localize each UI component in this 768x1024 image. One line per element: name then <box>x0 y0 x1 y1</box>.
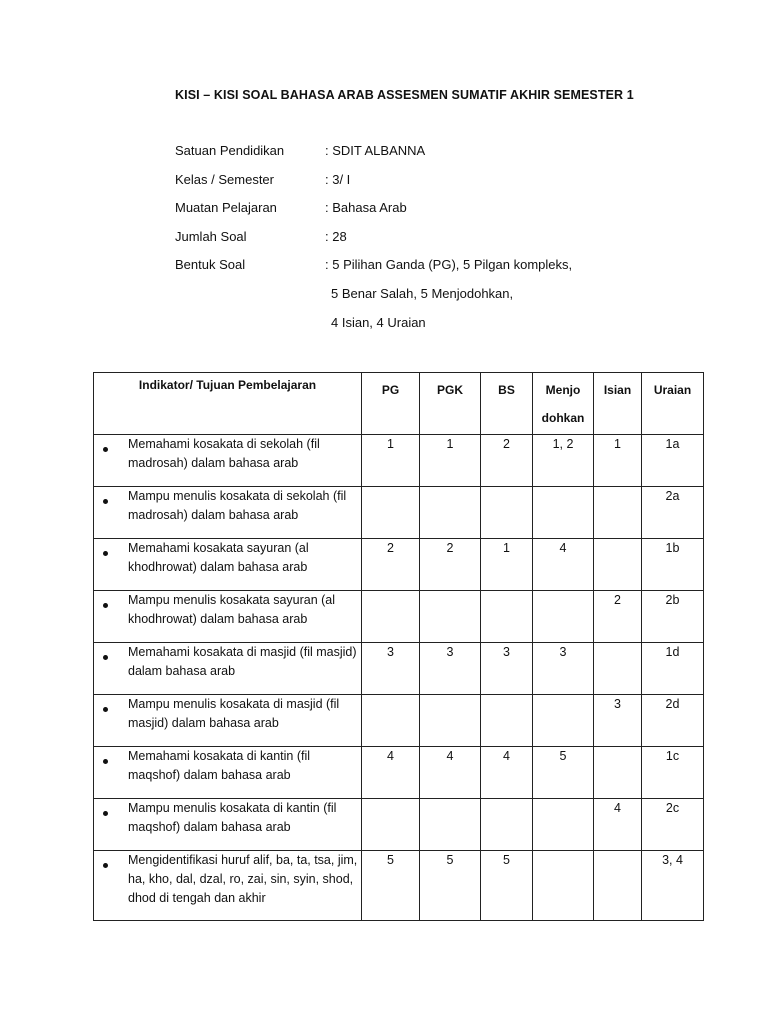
menjodohkan-cell <box>533 695 594 747</box>
uraian-cell: 2c <box>642 799 704 851</box>
bs-cell <box>481 695 533 747</box>
pgk-cell <box>420 695 481 747</box>
info-value: : Bahasa Arab <box>325 200 407 216</box>
indikator-text: Memahami kosakata di masjid (fil masjid) dalam bahasa arab <box>128 645 357 678</box>
uraian-cell: 3, 4 <box>642 851 704 921</box>
pg-cell <box>362 487 420 539</box>
uraian-cell: 1a <box>642 435 704 487</box>
pg-cell <box>362 695 420 747</box>
pgk-cell: 3 <box>420 643 481 695</box>
header-pgk: PGK <box>420 373 481 435</box>
info-value: : SDIT ALBANNA <box>325 143 426 158</box>
indikator-cell <box>94 851 362 921</box>
isian-cell: 4 <box>594 799 642 851</box>
indikator-cell <box>94 799 362 851</box>
uraian-cell: 2d <box>642 695 704 747</box>
pgk-cell <box>420 799 481 851</box>
header-menjodohkan <box>533 373 594 435</box>
pgk-cell: 5 <box>420 851 481 921</box>
indikator-text: Memahami kosakata di kantin (fil maqshof) dalam bahasa arab <box>128 749 311 782</box>
bullet-icon <box>103 811 108 816</box>
bs-cell: 4 <box>481 747 533 799</box>
pgk-cell <box>420 487 481 539</box>
bullet-icon <box>103 759 108 764</box>
menjodohkan-cell <box>533 799 594 851</box>
info-label: Kelas / Semester <box>175 171 274 187</box>
info-label: Jumlah Soal <box>175 228 247 244</box>
header-menjodohkan-line1: Menjo <box>545 383 581 397</box>
table-row <box>94 747 704 799</box>
info-label: Satuan Pendidikan <box>175 143 285 158</box>
bullet-icon <box>103 499 108 504</box>
bs-cell <box>481 591 533 643</box>
isian-cell <box>594 643 642 695</box>
isian-cell <box>594 851 642 921</box>
kisi-kisi-table <box>93 372 704 921</box>
info-label: Muatan Pelajaran <box>175 200 277 216</box>
indikator-text: Mampu menulis kosakata di kantin (fil maqshof) dalam bahasa arab <box>128 801 337 834</box>
table-row <box>94 435 704 487</box>
info-value: : 3/ I <box>325 171 351 187</box>
pgk-cell: 4 <box>420 747 481 799</box>
isian-cell <box>594 539 642 591</box>
uraian-cell: 2a <box>642 487 704 539</box>
isian-cell: 2 <box>594 591 642 643</box>
header-isian: Isian <box>594 373 642 435</box>
header-indikator: Indikator/ Tujuan Pembelajaran <box>94 373 362 435</box>
pgk-cell: 1 <box>420 435 481 487</box>
info-label: Bentuk Soal <box>175 257 246 273</box>
info-value: 4 Isian, 4 Uraian <box>331 314 426 330</box>
uraian-cell: 1c <box>642 747 704 799</box>
bullet-icon <box>103 447 108 452</box>
indikator-text: Memahami kosakata sayuran (al khodhrowat) dalam bahasa arab <box>128 541 309 574</box>
bullet-icon <box>103 603 108 608</box>
indikator-cell <box>94 747 362 799</box>
table-row <box>94 539 704 591</box>
indikator-text: Mampu menulis kosakata di masjid (fil masjid) dalam bahasa arab <box>128 697 340 730</box>
table-row <box>94 643 704 695</box>
isian-cell <box>594 747 642 799</box>
pg-cell: 1 <box>362 435 420 487</box>
menjodohkan-cell: 4 <box>533 539 594 591</box>
bullet-icon <box>103 551 108 556</box>
bs-cell <box>481 487 533 539</box>
menjodohkan-cell <box>533 851 594 921</box>
info-value: 5 Benar Salah, 5 Menjodohkan, <box>331 285 514 301</box>
document-title: KISI – KISI SOAL BAHASA ARAB ASSESMEN SUMATIF AKHIR SEMESTER 1 <box>175 88 634 102</box>
indikator-text: Memahami kosakata di sekolah (fil madrosah) dalam bahasa arab <box>128 437 320 470</box>
uraian-cell: 1b <box>642 539 704 591</box>
bullet-icon <box>103 707 108 712</box>
indikator-text: Mengidentifikasi huruf alif, ba, ta, tsa, jim, ha, kho, dal, dzal, ro, zai, sin, syin, shod, dhod di tengah dan akhir <box>128 853 358 905</box>
indikator-cell <box>94 591 362 643</box>
info-value: : 28 <box>325 228 347 244</box>
isian-cell <box>594 487 642 539</box>
header-bs: BS <box>481 373 533 435</box>
indikator-cell <box>94 695 362 747</box>
bs-cell: 5 <box>481 851 533 921</box>
table-header-row <box>94 373 704 435</box>
header-pg: PG <box>362 373 420 435</box>
isian-cell: 1 <box>594 435 642 487</box>
bs-cell: 1 <box>481 539 533 591</box>
header-uraian: Uraian <box>642 373 704 435</box>
bs-cell <box>481 799 533 851</box>
pg-cell <box>362 799 420 851</box>
indikator-cell <box>94 487 362 539</box>
isian-cell: 3 <box>594 695 642 747</box>
menjodohkan-cell: 3 <box>533 643 594 695</box>
uraian-cell: 1d <box>642 643 704 695</box>
pg-cell: 5 <box>362 851 420 921</box>
info-value: : 5 Pilihan Ganda (PG), 5 Pilgan kompleks, <box>325 257 573 273</box>
bullet-icon <box>103 655 108 660</box>
menjodohkan-cell <box>533 591 594 643</box>
pg-cell <box>362 591 420 643</box>
uraian-cell: 2b <box>642 591 704 643</box>
indikator-text: Mampu menulis kosakata sayuran (al khodhrowat) dalam bahasa arab <box>128 593 336 626</box>
indikator-cell <box>94 539 362 591</box>
pg-cell: 4 <box>362 747 420 799</box>
header-menjodohkan-line2: dohkan <box>541 411 585 425</box>
table-row <box>94 851 704 921</box>
table-row <box>94 591 704 643</box>
menjodohkan-cell: 5 <box>533 747 594 799</box>
menjodohkan-cell <box>533 487 594 539</box>
indikator-text: Mampu menulis kosakata di sekolah (fil madrosah) dalam bahasa arab <box>128 489 347 522</box>
pgk-cell <box>420 591 481 643</box>
bullet-icon <box>103 863 108 868</box>
bs-cell: 2 <box>481 435 533 487</box>
bs-cell: 3 <box>481 643 533 695</box>
indikator-cell <box>94 435 362 487</box>
pg-cell: 3 <box>362 643 420 695</box>
table-row <box>94 799 704 851</box>
table-row <box>94 695 704 747</box>
indikator-cell <box>94 643 362 695</box>
pg-cell: 2 <box>362 539 420 591</box>
pgk-cell: 2 <box>420 539 481 591</box>
table-row <box>94 487 704 539</box>
menjodohkan-cell: 1, 2 <box>533 435 594 487</box>
